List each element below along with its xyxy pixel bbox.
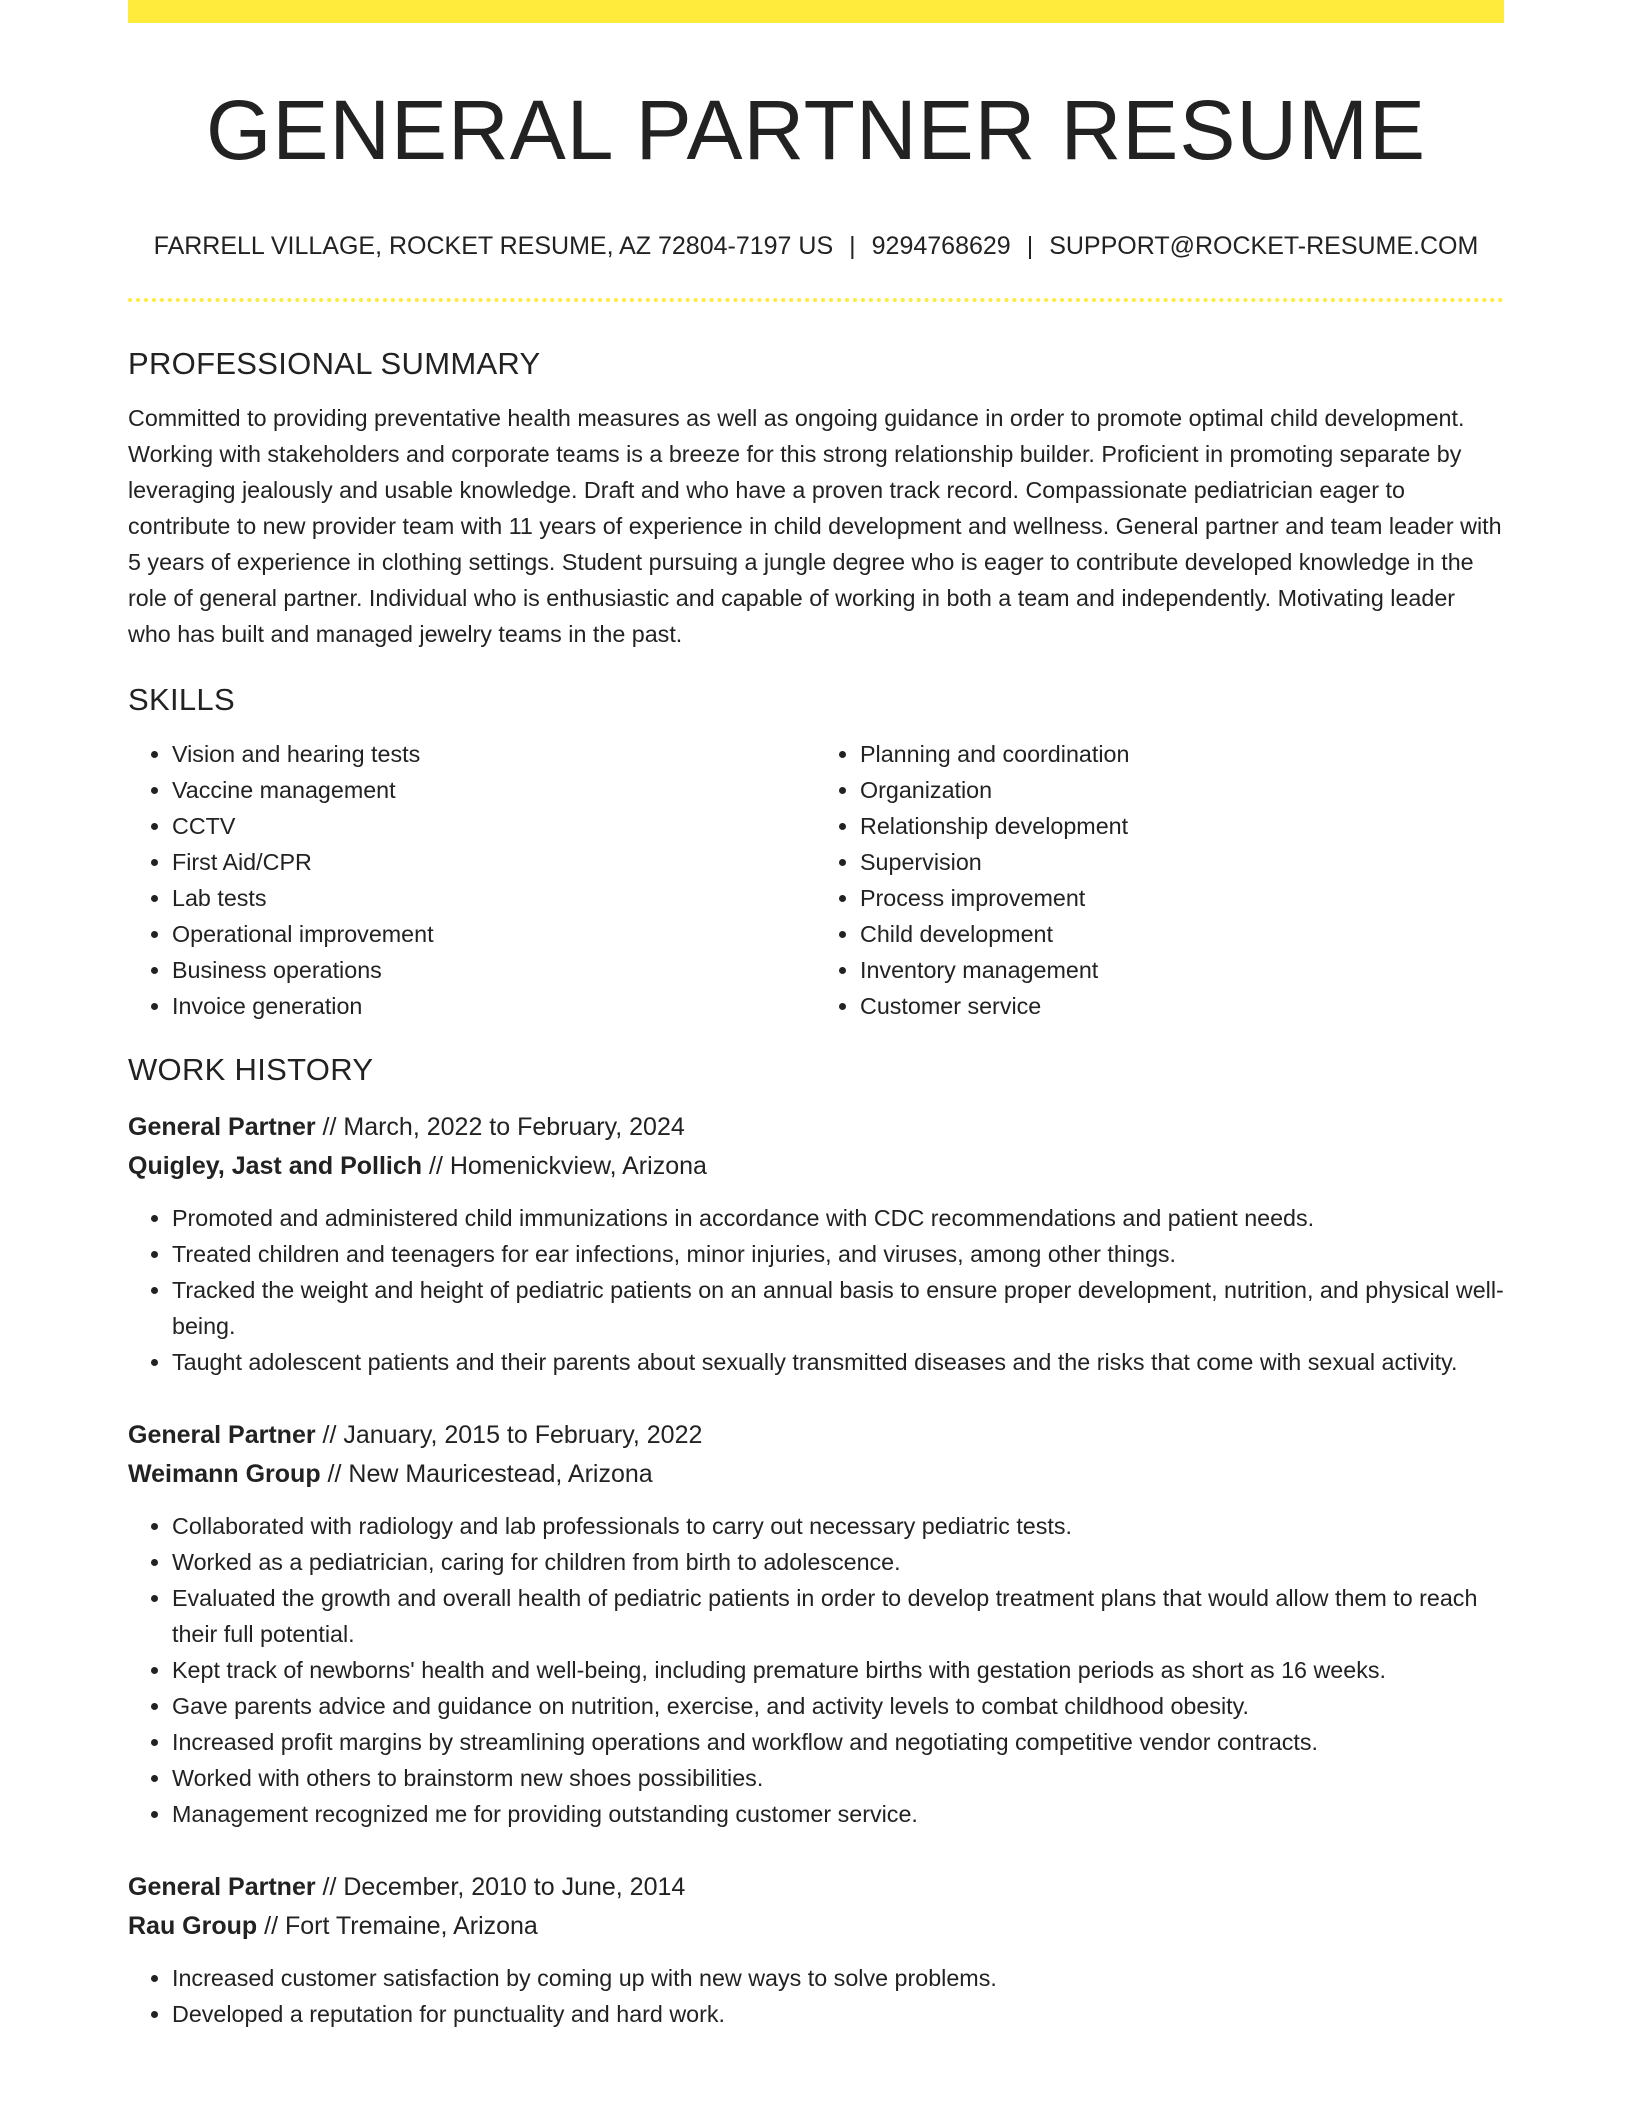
job-title-line <box>128 1108 1504 1147</box>
job-duty: • Increased customer satisfaction by coming up with new ways to solve problems. <box>172 1960 1504 1996</box>
job-duty: • Treated children and teenagers for ear infections, minor injuries, and viruses, among other things. <box>172 1236 1504 1272</box>
job-title: General Partner <box>128 1873 316 1901</box>
contact-line <box>128 230 1504 262</box>
job-title-line <box>128 1868 1504 1907</box>
job-location: // Fort Tremaine, Arizona <box>257 1912 538 1940</box>
job-duties-list <box>128 1508 1504 1832</box>
skill-item: • Lab tests <box>172 880 816 916</box>
job-duty: • Tracked the weight and height of pediatric patients on an annual basis to ensure proper development, nutrition, and physical well-being. <box>172 1272 1504 1344</box>
job-duty: • Management recognized me for providing outstanding customer service. <box>172 1796 1504 1832</box>
job-duty: • Increased profit margins by streamlining operations and workflow and negotiating competitive vendor contracts. <box>172 1724 1504 1760</box>
job-duty: • Gave parents advice and guidance on nutrition, exercise, and activity levels to combat childhood obesity. <box>172 1688 1504 1724</box>
skill-item: • Process improvement <box>860 880 1504 916</box>
skills-heading: SKILLS <box>128 682 235 717</box>
job-entry <box>128 1868 1504 2032</box>
contact-separator: | <box>1026 232 1034 260</box>
job-duties-list <box>128 1200 1504 1380</box>
skill-item: • First Aid/CPR <box>172 844 816 880</box>
job-dates: // March, 2022 to February, 2024 <box>315 1113 685 1141</box>
job-company-line <box>128 1907 1504 1946</box>
job-title: General Partner <box>128 1421 316 1449</box>
skill-item: • Organization <box>860 772 1504 808</box>
page-title: GENERAL PARTNER RESUME <box>205 83 1427 177</box>
job-entry <box>128 1416 1504 1832</box>
contact-separator: | <box>849 232 856 260</box>
job-duty: • Worked with others to brainstorm new shoes possibilities. <box>172 1760 1504 1796</box>
resume-content <box>128 0 1504 2032</box>
job-location: // Homenickview, Arizona <box>422 1152 707 1180</box>
skill-item: • Planning and coordination <box>860 736 1504 772</box>
skill-item: • CCTV <box>172 808 816 844</box>
skill-item: • Vaccine management <box>172 772 816 808</box>
job-entry <box>128 1108 1504 1380</box>
job-duties-list <box>128 1960 1504 2032</box>
skill-item: • Vision and hearing tests <box>172 736 816 772</box>
job-duty: • Developed a reputation for punctuality and hard work. <box>172 1996 1504 2032</box>
summary-text: Committed to providing preventative health measures as well as ongoing guidance in order to promote optimal child development. Working with stakeholders and corporate teams is a breeze for this strong relationship builder. Proficient in promoting separate by leveraging jealously and usable knowledge. Draft and who have a proven track record. Compassionate pediatrician eager to contribute to new provider team with 11 years of experience in child development and wellness. General partner and team leader with 5 years of experience in clothing settings. Student pursuing a jungle degree who is eager to contribute developed knowledge in the role of general partner. Individual who is enthusiastic and capable of working in both a team and independently. Motivating leader who has built and managed jewelry teams in the past. <box>128 405 1502 647</box>
job-company-line <box>128 1455 1504 1494</box>
skill-item: • Customer service <box>860 988 1504 1024</box>
job-duty: • Promoted and administered child immunizations in accordance with CDC recommendations and patient needs. <box>172 1200 1504 1236</box>
job-title-line <box>128 1416 1504 1455</box>
skill-item: • Child development <box>860 916 1504 952</box>
job-company: Rau Group <box>128 1912 258 1940</box>
job-dates: // December, 2010 to June, 2014 <box>315 1873 686 1901</box>
skill-item: • Business operations <box>172 952 816 988</box>
job-dates: // January, 2015 to February, 2022 <box>315 1421 703 1449</box>
skill-item: • Invoice generation <box>172 988 816 1024</box>
job-location: // New Mauricestead, Arizona <box>320 1460 653 1488</box>
contact-address: FARRELL VILLAGE, ROCKET RESUME, AZ 72804-7197 US <box>153 232 834 260</box>
job-duty: • Collaborated with radiology and lab professionals to carry out necessary pediatric tests. <box>172 1508 1504 1544</box>
job-duty: • Worked as a pediatrician, caring for children from birth to adolescence. <box>172 1544 1504 1580</box>
contact-email: SUPPORT@ROCKET-RESUME.COM <box>1049 232 1479 260</box>
job-company-line <box>128 1147 1504 1186</box>
work-history-heading: WORK HISTORY <box>128 1052 374 1087</box>
skill-item: • Relationship development <box>860 808 1504 844</box>
dotted-divider <box>128 298 1504 302</box>
summary-heading: PROFESSIONAL SUMMARY <box>128 346 541 381</box>
job-duty: • Kept track of newborns' health and well-being, including premature births with gestation periods as short as 16 weeks. <box>172 1652 1504 1688</box>
skill-item: • Inventory management <box>860 952 1504 988</box>
skills-list-left <box>128 736 816 1024</box>
job-company: Quigley, Jast and Pollich <box>128 1152 423 1180</box>
job-duty: • Taught adolescent patients and their parents about sexually transmitted diseases and the risks that come with sexual activity. <box>172 1344 1504 1380</box>
skills-grid <box>128 736 1504 1024</box>
skill-item: • Supervision <box>860 844 1504 880</box>
contact-phone: 9294768629 <box>871 232 1011 260</box>
job-title: General Partner <box>128 1113 316 1141</box>
skill-item: • Operational improvement <box>172 916 816 952</box>
job-company: Weimann Group <box>128 1460 321 1488</box>
skills-list-right <box>816 736 1504 1024</box>
job-duty: • Evaluated the growth and overall health of pediatric patients in order to develop treatment plans that would allow them to reach their full potential. <box>172 1580 1504 1652</box>
